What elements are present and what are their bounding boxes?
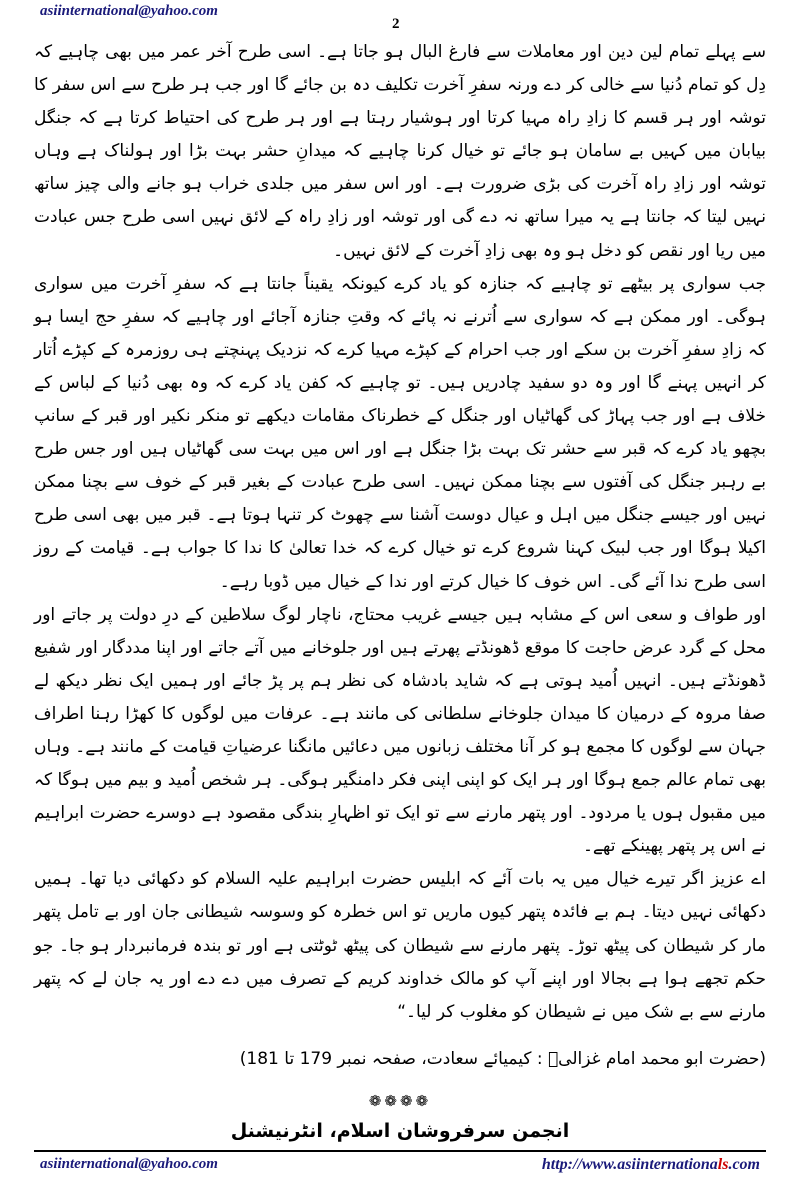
footer-website-link[interactable] (542, 1156, 760, 1174)
paragraph-4: اے عزیز اگر تیرے خیال میں یہ بات آئے کہ ابلیس حضرت ابراہیم علیہ السلام کو دکھائی دیا تھا۔ ہمیں دکھائی نہیں دیتا۔ ہم بے فائدہ پتھر کیوں ماریں تو اس خطرہ کو وسوسہ شیطانی جان اور بے تامل پتھر مار کر شیطان کی پیٹھ توڑ۔ پتھر مارنے سے شیطان کی پیٹھ ٹوٹتی ہے اور تو بندہ فرمانبردار ہو جا۔ جو حکم تجھے ہوا ہے بجالا اور اپنے آپ کو مالک خداوند کریم کے تصرف میں دے دے اور یہ جان لے کہ پتھر مارنے سے بے شک میں نے شیطان کو مغلوب کر لیا۔“ (34, 869, 766, 1022)
footer-divider (34, 1150, 766, 1152)
header-email[interactable]: asiinternational@yahoo.com (40, 3, 218, 19)
page-number: 2 (392, 16, 400, 32)
flower-ornament: ❁❁❁❁ (368, 1092, 432, 1110)
url-prefix: http://www.asiinternationa (541, 1156, 718, 1173)
paragraph-3: اور طواف و سعی اس کے مشابہ ہیں جیسے غریب محتاج، ناچار لوگ سلاطین کے درِ دولت پر جاتے اور محل کے گرد عرض حاجت کا موقع ڈھونڈتے پھرتے ہیں اور جلوخانے میں آتے جاتے اور اپنا مددگار اور شفیع ڈھونڈتے ہیں۔ انہیں اُمید ہوتی ہے کہ شاید بادشاہ کی نظر ہم پر پڑ جائے اور ہمیں ایک نظر دیکھ لے صفا مروہ کے درمیان کا میدان جلوخانے سلطانی کی مانند ہے۔ عرفات میں لوگوں کا کھڑا رہنا اطراف جہان سے لوگوں کا مجمع ہو کر آنا مختلف زبانوں میں دعائیں مانگنا عرضیاتِ قیامت کے مانند ہے۔ وہاں بھی تمام عالم جمع ہوگا اور ہر ایک کو اپنی اپنی فکر دامنگیر ہوگی۔ ہر شخص اُمید و بیم میں ہوگا کہ میں مقبول ہوں یا مردود۔ اور پتھر مارنے سے تو ایک تو اظہارِ بندگی مقصود ہے دوسرے حضرت ابراہیم نے اس پر پتھر پھینکے تھے۔ (34, 604, 766, 857)
footer-email[interactable]: asiinternational@yahoo.com (40, 1156, 218, 1172)
paragraph-2: جب سواری پر بیٹھے تو چاہیے کہ جنازہ کو یاد کرے کیونکہ یقیناً جانتا ہے کہ سفرِ آخرت میں سواری ہوگی۔ اور ممکن ہے کہ سواری سے اُترنے نہ پائے کہ وقتِ جنازہ آجائے اور چاہیے کہ سفرِ حج ایسا ہو کہ زادِ سفرِ آخرت بن سکے اور جب احرام کے کپڑے مہیا کرے کہ نزدیک پہنچتے ہی روزمرہ کے کپڑے اُتار کر انہیں پہنے گا اور وہ دو سفید چادریں ہیں۔ تو چاہیے کہ کفن یاد کرے کہ وہ بھی دُنیا کے لباس کے خلاف ہے اور جب پہاڑ کی گھاٹیاں اور جنگل کے خطرناک مقامات دیکھے تو منکر نکیر اور قبر کے سانپ بچھو یاد کرے کہ قبر سے حشر تک بہت بڑا جنگل ہے اور اس میں بہت سی گھاٹیاں ہیں اور جس طرح بے رہبر جنگل کی آفتوں سے بچنا ممکن نہیں۔ اسی طرح عبادت کے بغیر قبر کے خوف سے بچنا ممکن نہیں اور جیسے جنگل میں اہل و عیال دوست آشنا سے چھوٹ کر تنہا ہوتا ہے۔ قبر میں بھی اسی طرح اکیلا ہوگا اور جب لبیک کہنا شروع کرے تو خیال کرے کہ خدا تعالیٰ کا ندا کا جواب ہے۔ قیامت کے روز اسی طرح ندا آئے گی۔ اس خوف کا خیال کرتے اور ندا کے خیال میں ڈوبا رہے۔ (34, 273, 766, 592)
article-body (34, 36, 766, 1029)
paragraph-1: سے پہلے تمام لین دین اور معاملات سے فارغ البال ہو جاتا ہے۔ اسی طرح آخر عمر میں بھی چاہیے کہ دِل کو تمام دُنیا سے خالی کر دے ورنہ سفرِ آخرت تکلیف دہ بن جائے گا اور جب ہر طرح سے اس سفر کا توشہ اور ہر قسم کا زادِ راہ مہیا کرتا اور ہوشیار رہتا ہے اور ہر طرح کی احتیاط کرتا ہے کہ جنگل بیابان میں کہیں بے سامان ہو جائے تو خیال کرنا چاہیے کہ میدانِ حشر بہت بڑا اور ہولناک ہے وہاں توشہ اور زادِ راہ آخرت کی بڑی ضرورت ہے۔ اور اس سفر میں جلدی خراب ہو جانے والی چیز ساتھ نہیں لیتا کہ جانتا ہے یہ میرا ساتھ نہ دے گی اور توشہ اور زادِ راہ کے لائق نہیں اسی طرح جس عبادت میں ریا اور نقص کو دخل ہو وہ بھی زادِ آخرت کے لائق نہیں۔ (34, 42, 766, 261)
url-suffix: .com (728, 1156, 760, 1173)
organization-name: انجمن سرفروشان اسلام، انٹرنیشنل (230, 1120, 570, 1142)
source-citation: (حضرت ابو محمد امام غزالیؒ : کیمیائے سعادت، صفحہ نمبر 179 تا 181) (239, 1049, 766, 1069)
url-accent: ls (717, 1156, 729, 1173)
